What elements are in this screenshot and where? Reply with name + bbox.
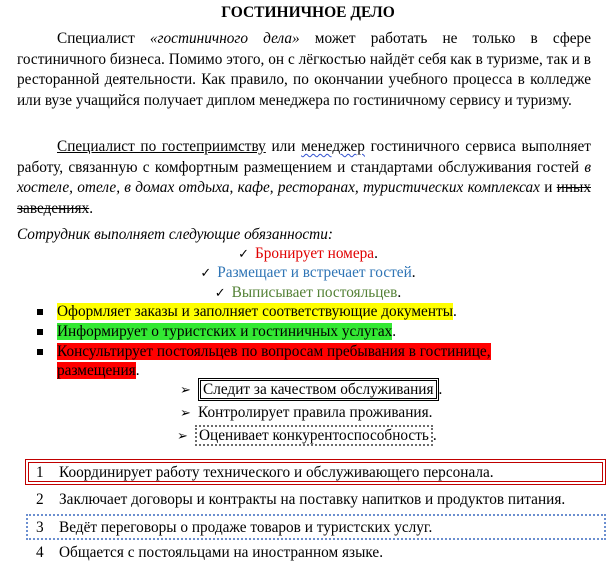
arrow-item-end: . — [432, 427, 437, 444]
list-number: 1 — [36, 464, 44, 481]
numbered-list-item — [25, 490, 605, 510]
paragraph-duties — [17, 137, 591, 219]
paragraph-intro — [17, 29, 591, 111]
square-item-text: Консультирует постояльцев по вопросам пребывания в гостинице, — [57, 343, 491, 360]
square-item-end: . — [392, 323, 397, 340]
check-item-end: . — [374, 245, 378, 262]
numbered-item-text: Ведёт переговоры о продаже товаров и туристских услуг. — [59, 519, 433, 536]
square-item-text: Оформляет заказы и заполняет соответствующие документы — [57, 303, 453, 320]
square-bullet-icon — [37, 349, 43, 355]
square-item-end: . — [135, 362, 140, 379]
square-item-text: Информирует о туристских и гостиничных услугах — [57, 323, 393, 340]
paragraph-duties-text-2: гостиничного сервиса выполняет работу, связанную с комфортным размещением и стандартами обслуживания гостей — [17, 138, 591, 176]
check-item-text: Размещает и встречает гостей — [217, 264, 412, 281]
check-list-item — [0, 263, 616, 283]
square-bullet-icon — [37, 329, 43, 335]
numbered-item-text: Общается с постояльцами на иностранном языке. — [59, 544, 384, 561]
numbered-list-item — [25, 463, 605, 483]
checkmark-icon: ✓ — [238, 246, 249, 261]
paragraph-intro-text-2: может работать не только в сфере гостиничного бизнеса. Помимо этого, он с лёгкостью найдёт себя как в туризме, так и в ресторанной деятельности. Как правило, по окончании учебного процесса в колледже или вузе учащийся получает диплом менеджера по гостиничному сервису и туризму. — [17, 30, 591, 109]
arrow-item-text: Оценивает конкурентоспособность — [195, 425, 433, 446]
arrow-list-item — [177, 426, 437, 447]
checkmark-icon: ✓ — [214, 285, 226, 300]
document-title: ГОСТИНИЧНОЕ ДЕЛО — [221, 4, 395, 21]
square-item-text: размещения — [57, 362, 136, 379]
square-item-end: . — [452, 303, 457, 320]
paragraph-duties-text-4: . — [89, 199, 94, 217]
check-list-item — [0, 283, 616, 303]
arrow-item-text: Контролирует правила проживания — [198, 404, 429, 421]
checkmark-icon: ✓ — [200, 265, 212, 280]
arrow-bullet-icon: ➢ — [180, 406, 191, 421]
arrow-item-end: . — [438, 381, 443, 398]
check-item-text: Выписывает постояльцев — [231, 284, 398, 301]
numbered-item-text: Заключает договоры и контракты на поставку напитков и продуктов питания. — [59, 491, 566, 508]
check-list-item — [0, 244, 616, 264]
arrow-list-item — [180, 380, 442, 401]
paragraph-intro-italic: «гостиничного дела» — [149, 30, 300, 47]
paragraph-duties-italic: в хостеле, отеле, в домах отдыха, кафе, ресторанах, туристических комплексах — [17, 158, 591, 197]
list-number: 4 — [36, 544, 44, 561]
check-item-text: Бронирует номера — [254, 245, 375, 262]
paragraph-duties-text-1: или — [265, 138, 302, 155]
arrow-list-item — [180, 403, 432, 424]
square-bullet-icon — [37, 309, 43, 315]
list-number: 3 — [36, 519, 44, 536]
paragraph-duties-underlined: Специалист по гостеприимству — [57, 138, 266, 155]
paragraph-duties-spellcheck-word: менеджер — [301, 138, 365, 155]
arrow-bullet-icon: ➢ — [180, 383, 191, 398]
check-item-end: . — [397, 284, 402, 301]
numbered-list-item — [25, 543, 605, 563]
paragraph-intro-text-1: Специалист — [57, 30, 150, 47]
paragraph-duties-strikethrough: иных заведениях — [17, 179, 591, 217]
numbered-list-item — [25, 518, 605, 538]
duties-intro: Сотрудник выполняет следующие обязанности: — [17, 226, 333, 243]
paragraph-duties-text-3: и — [539, 179, 557, 197]
arrow-item-text: Следит за качеством обслуживания — [198, 378, 439, 401]
arrow-item-end: . — [428, 404, 433, 421]
numbered-item-text: Координирует работу технического и обслуживающего персонала. — [59, 464, 494, 481]
check-item-end: . — [411, 264, 416, 281]
arrow-bullet-icon: ➢ — [177, 429, 188, 444]
list-number: 2 — [36, 491, 44, 508]
